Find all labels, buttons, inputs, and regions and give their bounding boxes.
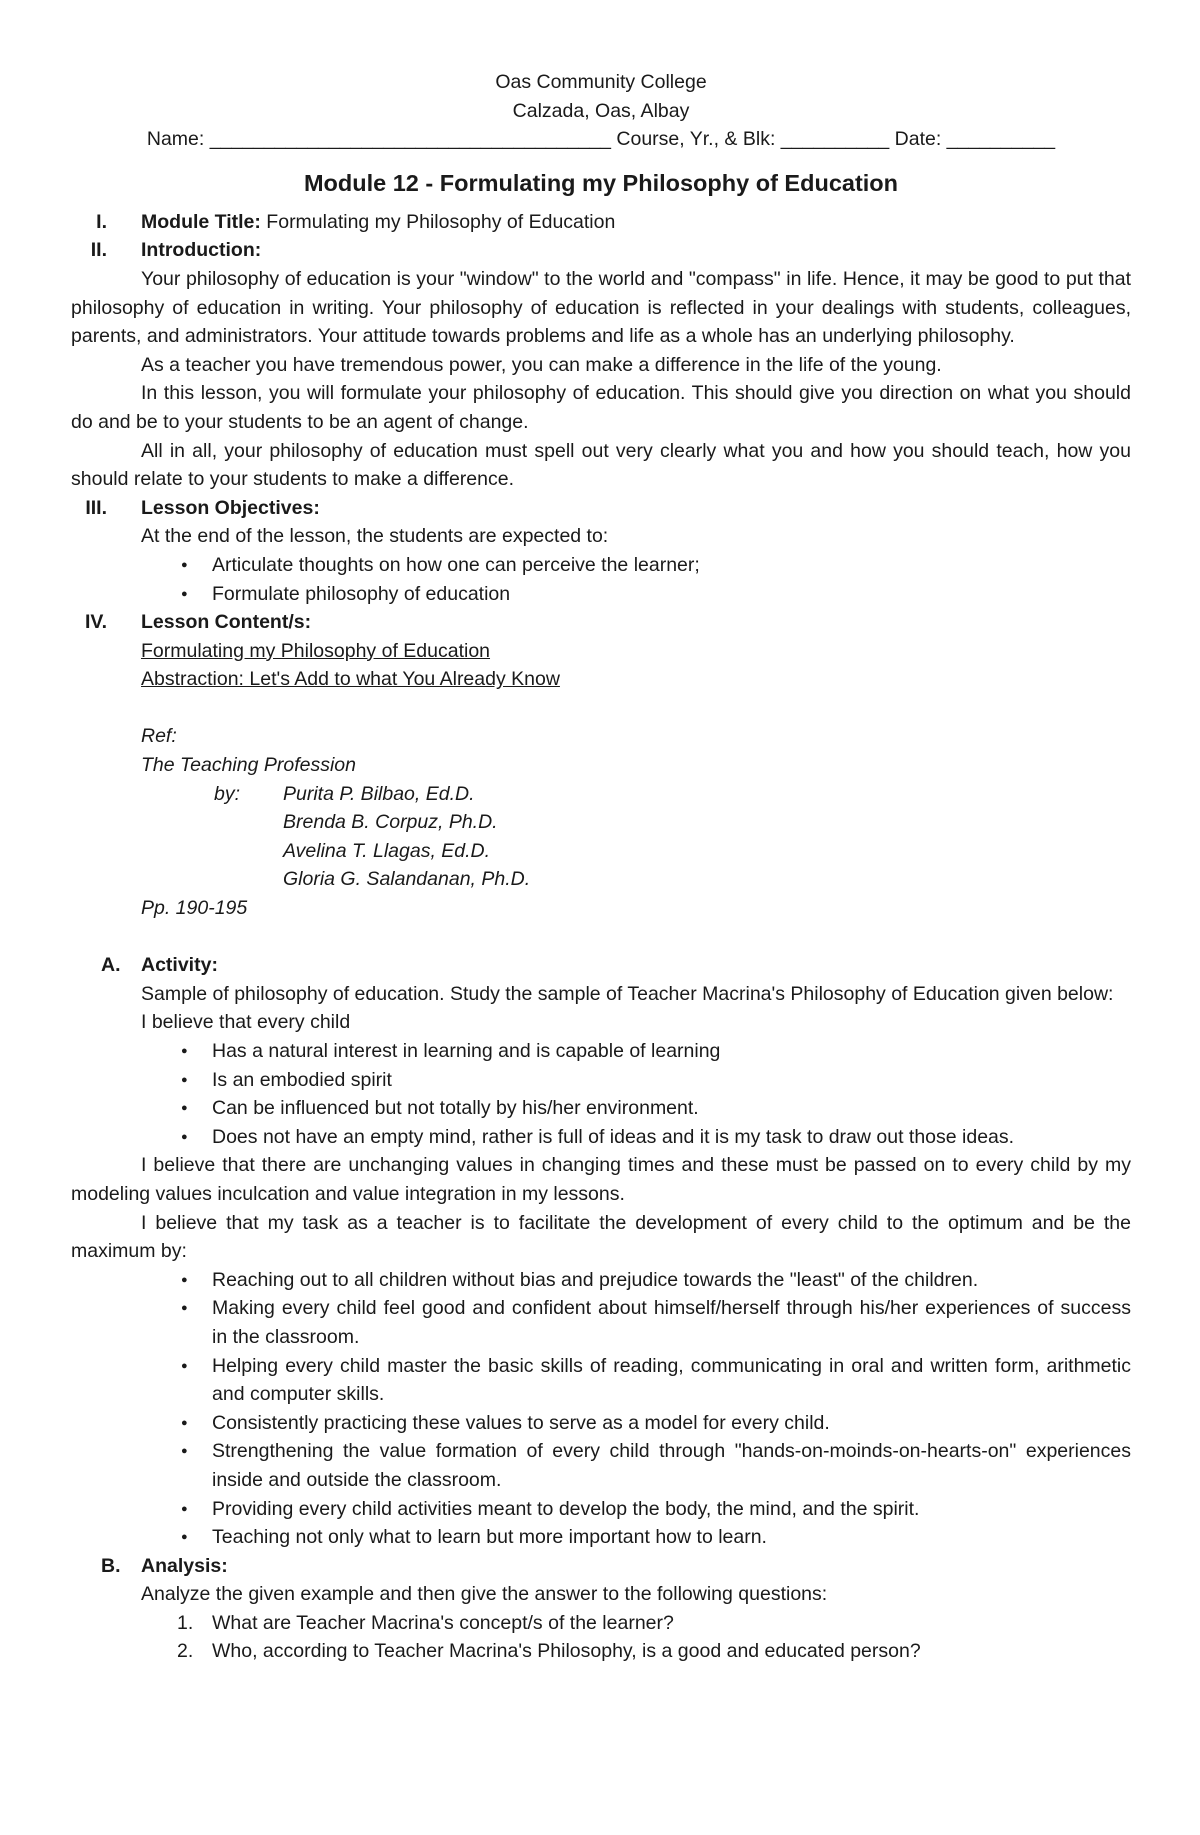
section-content <box>71 608 1131 637</box>
ref-by-label: by: <box>214 782 241 805</box>
task-list <box>71 1266 1131 1552</box>
intro-paragraph-2: As a teacher you have tremendous power, you can make a difference in the life of the young. <box>141 353 942 376</box>
section-number: II. <box>90 239 107 262</box>
intro-paragraph-1: Your philosophy of education is your "window" to the world and "compass" in life. Hence, it may be good to put that philosophy of education in writing. Your philosophy of education is reflected in your dealings with students, colleagues, parents, and administrators. Your attitude towards problems and life as a whole has an underlying philosophy. <box>71 267 1131 348</box>
list-item: ● Providing every child activities meant to develop the body, the mind, and the spirit. <box>212 1495 1131 1524</box>
question-text: Who, according to Teacher Macrina's Philosophy, is a good and educated person? <box>212 1640 921 1663</box>
content-link-abstraction[interactable]: Abstraction: Let's Add to what You Already Know <box>141 668 560 691</box>
list-item <box>177 1637 1131 1666</box>
child-beliefs-list <box>71 1037 1131 1151</box>
list-item <box>177 1609 1131 1638</box>
ref-author-row <box>71 837 1131 866</box>
school-address: Calzada, Oas, Albay <box>512 99 690 122</box>
section-objectives <box>71 494 1131 523</box>
analysis-intro: Analyze the given example and then give the answer to the following questions: <box>141 1583 828 1606</box>
belief-every-child: I believe that every child <box>141 1011 351 1034</box>
intro-paragraph-3: In this lesson, you will formulate your philosophy of education. This should give you direction on what you should do and be to your students to be an agent of change. <box>71 382 1131 433</box>
ref-author-row <box>71 865 1131 894</box>
analysis-questions <box>71 1609 1131 1666</box>
list-item: ● Consistently practicing these values to serve as a model for every child. <box>212 1409 1131 1438</box>
ref-author-row <box>71 780 1131 809</box>
list-item: ● Is an embodied spirit <box>212 1066 1131 1095</box>
belief-values: I believe that there are unchanging values in changing times and these must be passed on to every child by my modeling values inculcation and value integration in my lessons. <box>71 1154 1131 1205</box>
list-item: ● Teaching not only what to learn but more important how to learn. <box>212 1523 1131 1552</box>
objectives-intro: At the end of the lesson, the students are expected to: <box>141 525 609 548</box>
ref-book-title: The Teaching Profession <box>141 754 356 777</box>
list-item: ● Articulate thoughts on how one can perceive the learner; <box>212 551 1131 580</box>
section-label: Lesson Objectives: <box>141 496 320 519</box>
question-number: 1. <box>177 1611 194 1634</box>
objectives-list <box>71 551 1131 608</box>
activity-intro: Sample of philosophy of education. Study the sample of Teacher Macrina's Philosophy of Education given below: <box>141 982 1114 1005</box>
list-item: ● Helping every child master the basic skills of reading, communicating in oral and written form, arithmetic and computer skills. <box>212 1352 1131 1409</box>
intro-paragraph-4: All in all, your philosophy of education must spell out very clearly what you and how you should teach, how you should relate to your students to make a difference. <box>71 439 1131 491</box>
section-text: Formulating my Philosophy of Education <box>260 210 616 233</box>
ref-author: Gloria G. Salandanan, Ph.D. <box>283 868 531 891</box>
subsection-label: Activity: <box>141 954 218 977</box>
list-item: ● Has a natural interest in learning and is capable of learning <box>212 1037 1131 1066</box>
section-module-title <box>71 208 1131 237</box>
subsection-activity <box>71 951 1131 980</box>
list-item: ● Strengthening the value formation of every child through "hands-on-moinds-on-hearts-on" experiences inside and outside the classroom. <box>212 1437 1131 1494</box>
school-name: Oas Community College <box>495 71 707 93</box>
belief-task: I believe that my task as a teacher is to facilitate the development of every child to the optimum and be the maximum by: <box>71 1211 1131 1263</box>
content-link-philosophy[interactable]: Formulating my Philosophy of Education <box>141 639 491 662</box>
section-introduction <box>71 236 1131 265</box>
section-label: Module Title: <box>141 210 261 233</box>
ref-pages: Pp. 190-195 <box>141 897 248 920</box>
ref-author: Avelina T. Llagas, Ed.D. <box>283 839 491 862</box>
section-label: Lesson Content/s: <box>141 611 312 634</box>
ref-author-row <box>71 808 1131 837</box>
list-item: ● Reaching out to all children without bias and prejudice towards the "least" of the children. <box>212 1266 1131 1295</box>
document-body <box>71 68 1131 1666</box>
section-number: I. <box>96 210 107 233</box>
list-item: ● Formulate philosophy of education <box>212 580 1131 609</box>
section-number: III. <box>85 496 107 519</box>
subsection-letter: B. <box>101 1554 121 1577</box>
question-number: 2. <box>177 1640 194 1663</box>
list-item: ● Making every child feel good and confident about himself/herself through his/her experiences of success in the classroom. <box>212 1294 1131 1351</box>
section-label: Introduction: <box>141 239 262 262</box>
module-title: Module 12 - Formulating my Philosophy of Education <box>303 169 899 196</box>
subsection-letter: A. <box>101 954 121 977</box>
subsection-label: Analysis: <box>141 1554 228 1577</box>
section-number: IV. <box>84 611 107 634</box>
name-course-date-line: Name: _____________________________________ Course, Yr., & Blk: __________ Date: __________ <box>146 128 1056 151</box>
question-text: What are Teacher Macrina's concept/s of the learner? <box>212 1611 674 1634</box>
list-item: ● Does not have an empty mind, rather is full of ideas and it is my task to draw out those ideas. <box>212 1123 1131 1152</box>
ref-label: Ref: <box>141 725 177 748</box>
subsection-analysis <box>71 1552 1131 1581</box>
list-item: ● Can be influenced but not totally by his/her environment. <box>212 1094 1131 1123</box>
ref-author: Brenda B. Corpuz, Ph.D. <box>283 811 498 834</box>
ref-author: Purita P. Bilbao, Ed.D. <box>283 782 475 805</box>
